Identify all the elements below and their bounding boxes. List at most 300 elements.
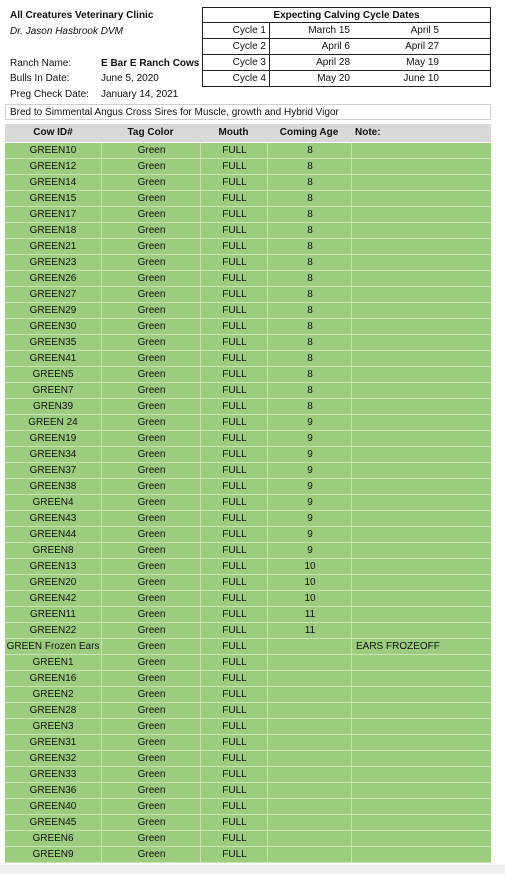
- cell-cow-id[interactable]: GREEN10: [29, 145, 77, 156]
- cell-tag-color[interactable]: Green: [101, 367, 201, 382]
- cell-tag-color[interactable]: Green: [101, 719, 201, 734]
- cell-coming-age[interactable]: [267, 783, 352, 798]
- table-row: [5, 847, 491, 863]
- table-row: [5, 143, 491, 159]
- cell-cow-id[interactable]: GREEN Frozen Ears: [6, 641, 100, 652]
- cell-tag-color[interactable]: Green: [101, 735, 201, 750]
- table-row: [5, 623, 491, 639]
- cell-coming-age[interactable]: 9: [267, 479, 352, 494]
- cell-mouth[interactable]: FULL: [200, 351, 268, 366]
- cell-mouth[interactable]: FULL: [200, 319, 268, 334]
- cell-note[interactable]: [351, 655, 491, 670]
- cell-tag-color[interactable]: Green: [101, 799, 201, 814]
- cell-cow-id[interactable]: GREEN16: [29, 673, 77, 684]
- table-row: [5, 655, 491, 671]
- cell-cow-id[interactable]: GREEN11: [30, 609, 76, 620]
- table-row: [5, 399, 491, 415]
- cell-note[interactable]: [351, 783, 491, 798]
- cell-cow-id[interactable]: GREEN31: [29, 737, 77, 748]
- cell-coming-age[interactable]: 8: [267, 319, 352, 334]
- cell-cow-id[interactable]: GREEN30: [29, 321, 77, 332]
- cell-note[interactable]: [351, 495, 491, 510]
- cell-cow-id[interactable]: GREEN23: [29, 257, 77, 268]
- cell-cow-id[interactable]: GREEN34: [29, 449, 77, 460]
- cell-coming-age[interactable]: 9: [267, 543, 352, 558]
- cell-coming-age[interactable]: 8: [267, 287, 352, 302]
- cell-mouth[interactable]: FULL: [200, 687, 268, 702]
- cell-mouth[interactable]: FULL: [200, 303, 268, 318]
- preg-label: Preg Check Date:: [10, 89, 89, 100]
- cell-mouth[interactable]: FULL: [200, 591, 268, 606]
- cell-coming-age[interactable]: 9: [267, 415, 352, 430]
- cell-mouth[interactable]: FULL: [200, 431, 268, 446]
- cell-tag-color[interactable]: Green: [101, 783, 201, 798]
- cell-coming-age[interactable]: [267, 735, 352, 750]
- cell-tag-color[interactable]: Green: [101, 159, 201, 174]
- table-row: [5, 719, 491, 735]
- cell-tag-color[interactable]: Green: [101, 351, 201, 366]
- cycle-label[interactable]: Cycle 3: [203, 55, 270, 70]
- cell-coming-age[interactable]: [267, 639, 352, 654]
- cell-cow-id[interactable]: GREEN3: [32, 721, 74, 732]
- cell-coming-age[interactable]: [267, 703, 352, 718]
- cow-table-body: [5, 143, 491, 863]
- cell-note[interactable]: [351, 143, 491, 158]
- cell-tag-color[interactable]: Green: [101, 831, 201, 846]
- cell-note[interactable]: [351, 191, 491, 206]
- cycle-label[interactable]: Cycle 4: [203, 71, 270, 86]
- cell-coming-age[interactable]: 8: [267, 159, 352, 174]
- cell-note[interactable]: [351, 399, 491, 414]
- cell-note[interactable]: [351, 847, 491, 862]
- cell-mouth[interactable]: FULL: [200, 751, 268, 766]
- cell-mouth[interactable]: FULL: [200, 815, 268, 830]
- cycle-row: [202, 23, 491, 39]
- cell-coming-age[interactable]: 9: [267, 463, 352, 478]
- cell-cow-id[interactable]: GREN39: [32, 401, 73, 412]
- cell-mouth[interactable]: FULL: [200, 847, 268, 862]
- cell-note[interactable]: [351, 559, 491, 574]
- cell-mouth[interactable]: FULL: [200, 335, 268, 350]
- cycle-end-date[interactable]: May 19: [406, 57, 439, 68]
- cell-coming-age[interactable]: 11: [267, 607, 352, 622]
- cell-coming-age[interactable]: 9: [267, 431, 352, 446]
- col-tag-color[interactable]: Tag Color: [127, 127, 174, 138]
- cell-coming-age[interactable]: 9: [267, 495, 352, 510]
- cell-tag-color[interactable]: Green: [101, 255, 201, 270]
- cell-cow-id[interactable]: GREEN36: [29, 785, 77, 796]
- cell-tag-color[interactable]: Green: [101, 559, 201, 574]
- cell-note[interactable]: [351, 607, 491, 622]
- cell-tag-color[interactable]: Green: [101, 223, 201, 238]
- table-row: [5, 479, 491, 495]
- cell-tag-color[interactable]: Green: [101, 335, 201, 350]
- cell-cow-id[interactable]: GREEN15: [29, 193, 77, 204]
- cell-mouth[interactable]: FULL: [200, 559, 268, 574]
- cell-note[interactable]: [351, 287, 491, 302]
- cell-cow-id[interactable]: GREEN32: [29, 753, 77, 764]
- cell-tag-color[interactable]: Green: [101, 143, 201, 158]
- cell-mouth[interactable]: FULL: [200, 207, 268, 222]
- cell-tag-color[interactable]: Green: [101, 847, 201, 862]
- cell-note[interactable]: [351, 623, 491, 638]
- cell-cow-id[interactable]: GREEN35: [29, 337, 77, 348]
- cell-cow-id[interactable]: GREEN40: [29, 801, 77, 812]
- cell-coming-age[interactable]: 8: [267, 399, 352, 414]
- bulls-label: Bulls In Date:: [10, 73, 70, 84]
- col-note[interactable]: Note:: [355, 127, 381, 138]
- cell-tag-color[interactable]: Green: [101, 623, 201, 638]
- table-row: [5, 239, 491, 255]
- cell-cow-id[interactable]: GREEN44: [29, 529, 77, 540]
- cell-tag-color[interactable]: Green: [101, 239, 201, 254]
- cell-note[interactable]: [351, 799, 491, 814]
- cell-mouth[interactable]: FULL: [200, 607, 268, 622]
- cell-coming-age[interactable]: [267, 799, 352, 814]
- table-row: [5, 223, 491, 239]
- cycle-row: [202, 55, 491, 71]
- table-row: [5, 351, 491, 367]
- cell-coming-age[interactable]: [267, 767, 352, 782]
- table-row: [5, 207, 491, 223]
- cell-note[interactable]: [351, 335, 491, 350]
- cell-note[interactable]: [351, 687, 491, 702]
- cell-coming-age[interactable]: 8: [267, 175, 352, 190]
- cell-cow-id[interactable]: GREEN4: [32, 497, 74, 508]
- table-row: [5, 367, 491, 383]
- cell-cow-id[interactable]: GREEN22: [29, 625, 77, 636]
- cell-note[interactable]: [351, 719, 491, 734]
- cell-coming-age[interactable]: 8: [267, 191, 352, 206]
- cell-coming-age[interactable]: [267, 719, 352, 734]
- clinic-name: All Creatures Veterinary Clinic: [10, 10, 154, 21]
- cell-mouth[interactable]: FULL: [200, 671, 268, 686]
- cell-cow-id[interactable]: GREEN9: [32, 849, 74, 860]
- cycle-label[interactable]: Cycle 1: [203, 23, 270, 38]
- cell-note[interactable]: [351, 591, 491, 606]
- cell-cow-id[interactable]: GREEN8: [32, 545, 74, 556]
- bulls-value: June 5, 2020: [101, 73, 159, 84]
- cell-tag-color[interactable]: Green: [101, 767, 201, 782]
- cell-cow-id[interactable]: GREEN6: [32, 833, 74, 844]
- cell-coming-age[interactable]: [267, 655, 352, 670]
- table-row: [5, 159, 491, 175]
- cell-tag-color[interactable]: Green: [101, 383, 201, 398]
- cell-coming-age[interactable]: 9: [267, 527, 352, 542]
- cell-cow-id[interactable]: GREEN20: [29, 577, 77, 588]
- cell-coming-age[interactable]: 8: [267, 383, 352, 398]
- cell-tag-color[interactable]: Green: [101, 207, 201, 222]
- cell-coming-age[interactable]: 8: [267, 303, 352, 318]
- cell-cow-id[interactable]: GREEN43: [29, 513, 77, 524]
- cell-note[interactable]: EARS FROZEOFF: [351, 639, 491, 654]
- cell-coming-age[interactable]: [267, 751, 352, 766]
- cell-cow-id[interactable]: GREEN12: [29, 161, 77, 172]
- cell-coming-age[interactable]: 9: [267, 447, 352, 462]
- cell-tag-color[interactable]: Green: [101, 175, 201, 190]
- cell-coming-age[interactable]: 8: [267, 255, 352, 270]
- cycle-end-date[interactable]: April 5: [410, 25, 439, 36]
- table-row: [5, 383, 491, 399]
- ranch-label: Ranch Name:: [10, 58, 72, 69]
- cell-tag-color[interactable]: Green: [101, 671, 201, 686]
- cell-mouth[interactable]: FULL: [200, 367, 268, 382]
- cell-coming-age[interactable]: 8: [267, 207, 352, 222]
- cycle-start-date[interactable]: April 28: [316, 57, 350, 68]
- cell-note[interactable]: [351, 223, 491, 238]
- cell-note[interactable]: [351, 511, 491, 526]
- cell-mouth[interactable]: FULL: [200, 495, 268, 510]
- table-row: [5, 703, 491, 719]
- cycle-start-date[interactable]: May 20: [317, 73, 350, 84]
- cell-mouth[interactable]: FULL: [200, 463, 268, 478]
- cell-mouth[interactable]: FULL: [200, 735, 268, 750]
- table-row: [5, 335, 491, 351]
- cell-coming-age[interactable]: 8: [267, 223, 352, 238]
- cell-note[interactable]: [351, 831, 491, 846]
- cell-mouth[interactable]: FULL: [200, 175, 268, 190]
- table-row: [5, 559, 491, 575]
- cell-cow-id[interactable]: GREEN45: [29, 817, 77, 828]
- table-row: [5, 767, 491, 783]
- cycle-dates-title: Expecting Calving Cycle Dates: [202, 7, 491, 23]
- table-row: [5, 831, 491, 847]
- table-row: [5, 783, 491, 799]
- table-row: [5, 591, 491, 607]
- cell-mouth[interactable]: FULL: [200, 767, 268, 782]
- cell-note[interactable]: [351, 447, 491, 462]
- cell-mouth[interactable]: FULL: [200, 831, 268, 846]
- cell-coming-age[interactable]: 8: [267, 143, 352, 158]
- table-row: [5, 543, 491, 559]
- cell-tag-color[interactable]: Green: [101, 287, 201, 302]
- cell-mouth[interactable]: FULL: [200, 527, 268, 542]
- cell-tag-color[interactable]: Green: [101, 543, 201, 558]
- cell-tag-color[interactable]: Green: [101, 575, 201, 590]
- cell-tag-color[interactable]: Green: [101, 495, 201, 510]
- cell-coming-age[interactable]: [267, 847, 352, 862]
- cell-cow-id[interactable]: GREEN17: [29, 209, 77, 220]
- cell-mouth[interactable]: FULL: [200, 799, 268, 814]
- cell-tag-color[interactable]: Green: [101, 415, 201, 430]
- cell-mouth[interactable]: FULL: [200, 287, 268, 302]
- preg-value: January 14, 2021: [101, 89, 179, 100]
- cell-cow-id[interactable]: GREEN14: [29, 177, 77, 188]
- cell-cow-id[interactable]: GREEN5: [32, 369, 74, 380]
- cell-cow-id[interactable]: GREEN1: [32, 657, 74, 668]
- table-row: [5, 639, 491, 655]
- cell-tag-color[interactable]: Green: [101, 591, 201, 606]
- table-row: [5, 799, 491, 815]
- table-row: [5, 671, 491, 687]
- cell-cow-id[interactable]: GREEN33: [29, 769, 77, 780]
- cycle-row: [202, 71, 491, 87]
- cycle-end-date[interactable]: April 27: [405, 41, 439, 52]
- cell-note[interactable]: [351, 527, 491, 542]
- cell-mouth[interactable]: FULL: [200, 543, 268, 558]
- cell-note[interactable]: [351, 239, 491, 254]
- cell-coming-age[interactable]: [267, 671, 352, 686]
- cycle-end-date[interactable]: June 10: [403, 73, 439, 84]
- bottom-scroll-area: [0, 865, 505, 874]
- cell-coming-age[interactable]: [267, 815, 352, 830]
- cell-tag-color[interactable]: Green: [101, 303, 201, 318]
- table-row: [5, 319, 491, 335]
- cell-mouth[interactable]: FULL: [200, 159, 268, 174]
- cell-coming-age[interactable]: [267, 687, 352, 702]
- cell-mouth[interactable]: FULL: [200, 255, 268, 270]
- cell-coming-age[interactable]: 11: [267, 623, 352, 638]
- cell-tag-color[interactable]: Green: [101, 319, 201, 334]
- cell-cow-id[interactable]: GREEN21: [29, 241, 77, 252]
- table-row: [5, 287, 491, 303]
- cell-tag-color[interactable]: Green: [101, 511, 201, 526]
- cell-note[interactable]: [351, 815, 491, 830]
- cell-note[interactable]: [351, 735, 491, 750]
- column-header-row: [5, 124, 491, 142]
- table-row: [5, 575, 491, 591]
- cell-note[interactable]: [351, 367, 491, 382]
- cell-mouth[interactable]: FULL: [200, 399, 268, 414]
- cell-cow-id[interactable]: GREEN41: [29, 353, 77, 364]
- table-row: [5, 607, 491, 623]
- cell-cow-id[interactable]: GREEN38: [29, 481, 77, 492]
- cell-tag-color[interactable]: Green: [101, 815, 201, 830]
- cell-tag-color[interactable]: Green: [101, 431, 201, 446]
- cycle-start-date[interactable]: March 15: [308, 25, 350, 36]
- cell-note[interactable]: [351, 479, 491, 494]
- cell-tag-color[interactable]: Green: [101, 399, 201, 414]
- col-cow-id[interactable]: Cow ID#: [33, 127, 73, 138]
- cell-mouth[interactable]: FULL: [200, 783, 268, 798]
- cell-cow-id[interactable]: GREEN18: [29, 225, 77, 236]
- col-mouth[interactable]: Mouth: [218, 127, 249, 138]
- cell-note[interactable]: [351, 383, 491, 398]
- cell-mouth[interactable]: FULL: [200, 271, 268, 286]
- table-row: [5, 815, 491, 831]
- table-row: [5, 511, 491, 527]
- table-row: [5, 191, 491, 207]
- cell-mouth[interactable]: FULL: [200, 639, 268, 654]
- cell-cow-id[interactable]: GREEN28: [29, 705, 77, 716]
- cell-mouth[interactable]: FULL: [200, 575, 268, 590]
- cycle-row: [202, 39, 491, 55]
- cell-cow-id[interactable]: GREEN19: [29, 433, 77, 444]
- cell-note[interactable]: [351, 175, 491, 190]
- cell-mouth[interactable]: FULL: [200, 655, 268, 670]
- col-coming-age[interactable]: Coming Age: [279, 127, 339, 138]
- cell-note[interactable]: [351, 431, 491, 446]
- cell-mouth[interactable]: FULL: [200, 511, 268, 526]
- cell-note[interactable]: [351, 543, 491, 558]
- table-row: [5, 431, 491, 447]
- cycle-start-date[interactable]: April 6: [321, 41, 350, 52]
- cell-note[interactable]: [351, 319, 491, 334]
- vet-name: Dr. Jason Hasbrook DVM: [10, 26, 123, 37]
- cell-note[interactable]: [351, 351, 491, 366]
- cell-coming-age[interactable]: 8: [267, 239, 352, 254]
- bred-note: Bred to Simmental Angus Cross Sires for Muscle, growth and Hybrid Vigor: [5, 104, 491, 120]
- cell-cow-id[interactable]: GREEN27: [29, 289, 77, 300]
- cell-tag-color[interactable]: Green: [101, 607, 201, 622]
- cell-mouth[interactable]: FULL: [200, 415, 268, 430]
- cell-mouth[interactable]: FULL: [200, 239, 268, 254]
- cell-mouth[interactable]: FULL: [200, 223, 268, 238]
- cell-tag-color[interactable]: Green: [101, 527, 201, 542]
- cell-note[interactable]: [351, 671, 491, 686]
- cell-tag-color[interactable]: Green: [101, 479, 201, 494]
- cell-note[interactable]: [351, 703, 491, 718]
- table-row: [5, 303, 491, 319]
- cell-tag-color[interactable]: Green: [101, 191, 201, 206]
- table-row: [5, 527, 491, 543]
- cell-mouth[interactable]: FULL: [200, 623, 268, 638]
- cell-cow-id[interactable]: GREEN29: [29, 305, 77, 316]
- cell-mouth[interactable]: FULL: [200, 447, 268, 462]
- cell-tag-color[interactable]: Green: [101, 703, 201, 718]
- table-row: [5, 175, 491, 191]
- cell-cow-id[interactable]: GREEN 24: [28, 417, 78, 428]
- table-row: [5, 751, 491, 767]
- cell-coming-age[interactable]: 10: [267, 559, 352, 574]
- ranch-value: E Bar E Ranch Cows: [101, 58, 200, 69]
- cell-mouth[interactable]: FULL: [200, 191, 268, 206]
- cell-coming-age[interactable]: 9: [267, 511, 352, 526]
- cell-cow-id[interactable]: GREEN13: [29, 561, 77, 572]
- cell-cow-id[interactable]: GREEN37: [29, 465, 77, 476]
- cell-mouth[interactable]: FULL: [200, 383, 268, 398]
- cell-note[interactable]: [351, 207, 491, 222]
- cell-cow-id[interactable]: GREEN2: [32, 689, 74, 700]
- cell-tag-color[interactable]: Green: [101, 447, 201, 462]
- cell-tag-color[interactable]: Green: [101, 687, 201, 702]
- cell-note[interactable]: [351, 751, 491, 766]
- cell-tag-color[interactable]: Green: [101, 463, 201, 478]
- cell-note[interactable]: [351, 415, 491, 430]
- cell-coming-age[interactable]: 10: [267, 575, 352, 590]
- cell-tag-color[interactable]: Green: [101, 655, 201, 670]
- cell-tag-color[interactable]: Green: [101, 639, 201, 654]
- table-row: [5, 735, 491, 751]
- cell-mouth[interactable]: FULL: [200, 719, 268, 734]
- cycle-label[interactable]: Cycle 2: [203, 39, 270, 54]
- cell-note[interactable]: [351, 463, 491, 478]
- cell-mouth[interactable]: FULL: [200, 703, 268, 718]
- cell-mouth[interactable]: FULL: [200, 479, 268, 494]
- cell-tag-color[interactable]: Green: [101, 751, 201, 766]
- cell-note[interactable]: [351, 271, 491, 286]
- cell-note[interactable]: [351, 303, 491, 318]
- cell-coming-age[interactable]: 8: [267, 367, 352, 382]
- cell-coming-age[interactable]: [267, 831, 352, 846]
- cell-coming-age[interactable]: 8: [267, 271, 352, 286]
- cell-cow-id[interactable]: GREEN7: [32, 385, 74, 396]
- cell-note[interactable]: [351, 255, 491, 270]
- cell-coming-age[interactable]: 10: [267, 591, 352, 606]
- cell-note[interactable]: [351, 767, 491, 782]
- cell-cow-id[interactable]: GREEN42: [29, 593, 77, 604]
- cell-coming-age[interactable]: 8: [267, 351, 352, 366]
- table-row: [5, 463, 491, 479]
- table-row: [5, 495, 491, 511]
- cell-tag-color[interactable]: Green: [101, 271, 201, 286]
- table-row: [5, 271, 491, 287]
- cell-coming-age[interactable]: 8: [267, 335, 352, 350]
- cell-note[interactable]: [351, 159, 491, 174]
- cell-mouth[interactable]: FULL: [200, 143, 268, 158]
- cell-note[interactable]: [351, 575, 491, 590]
- cell-cow-id[interactable]: GREEN26: [29, 273, 77, 284]
